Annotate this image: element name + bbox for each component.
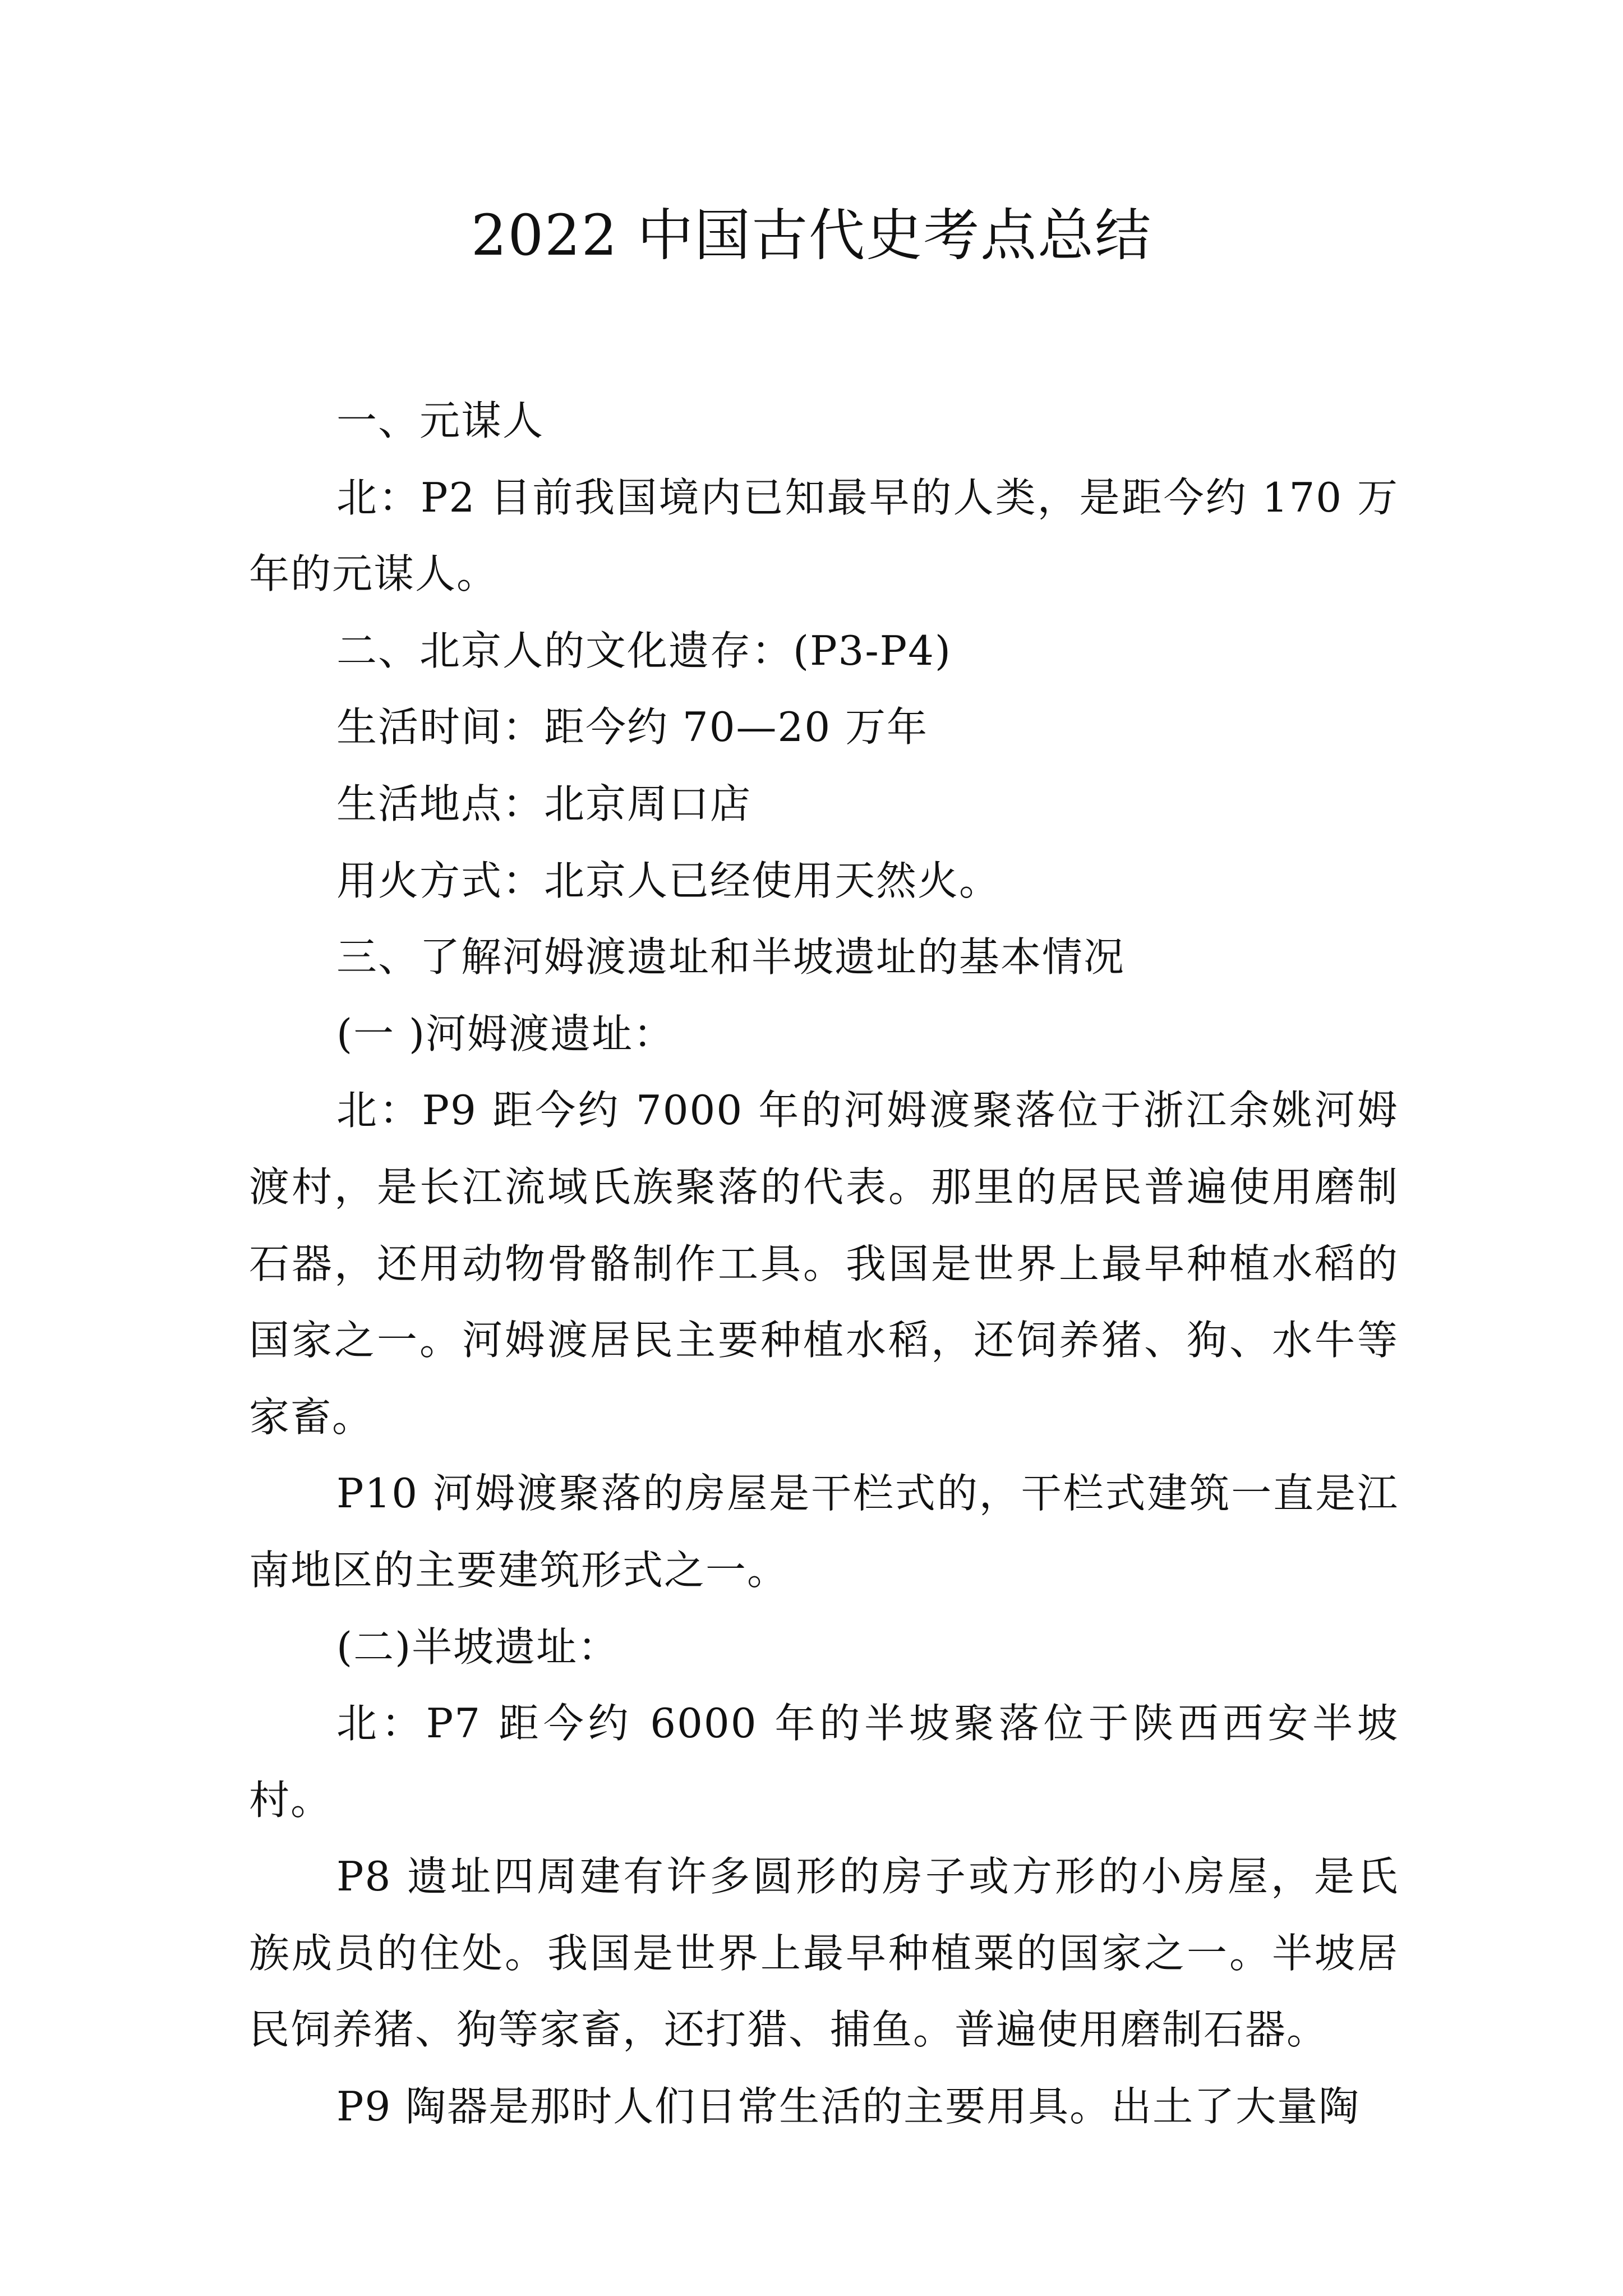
- document-body: [249, 383, 1399, 2145]
- paragraph-living-place: 生活地点：北京周口店: [336, 780, 752, 827]
- paragraph-hemudu-p10: P10 河姆渡聚落的房屋是干栏式的，干栏式建筑一直是江南地区的主要建筑形式之一。: [249, 1470, 1399, 1594]
- paragraph-banpo-p9: P9 陶器是那时人们日常生活的主要用具。出土了大量陶: [336, 2083, 1361, 2131]
- section-heading-sites: 三、了解河姆渡遗址和半坡遗址的基本情况: [336, 933, 1126, 981]
- subheading-banpo: (二)半坡遗址：: [336, 1623, 620, 1671]
- paragraph-hemudu-p9: 北：P9 距今约 7000 年的河姆渡聚落位于浙江余姚河姆渡村，是长江流域氏族聚落的代表。那里的居民普遍使用磨制石器，还用动物骨骼制作工具。我国是世界上最早种植水稻的国家之一。河姆渡居民主要种植水稻，还饲养猪、狗、水牛等家畜。: [249, 1087, 1399, 1441]
- paragraph-living-time: 生活时间：距今约 70—20 万年: [336, 703, 929, 751]
- paragraph-fire-use: 用火方式：北京人已经使用天然火。: [336, 857, 1001, 904]
- document-title: 2022 中国古代史考点总结: [471, 203, 1152, 268]
- paragraph-banpo-p7: 北：P7 距今约 6000 年的半坡聚落位于陕西西安半坡村。: [249, 1700, 1399, 1824]
- section-heading-beijing-man: 二、北京人的文化遗存：(P3-P4): [336, 627, 952, 674]
- paragraph-yuanmou: 北：P2 目前我国境内已知最早的人类，是距今约 170 万年的元谋人。: [249, 473, 1399, 598]
- paragraph-banpo-p8: P8 遗址四周建有许多圆形的房子或方形的小房屋，是氏族成员的住处。我国是世界上最早种植粟的国家之一。半坡居民饲养猪、狗等家畜，还打猎、捕鱼。普遍使用磨制石器。: [249, 1853, 1399, 2054]
- section-heading-yuanmou: 一、元谋人: [336, 397, 545, 444]
- subheading-hemudu: (一 )河姆渡遗址：: [336, 1010, 675, 1057]
